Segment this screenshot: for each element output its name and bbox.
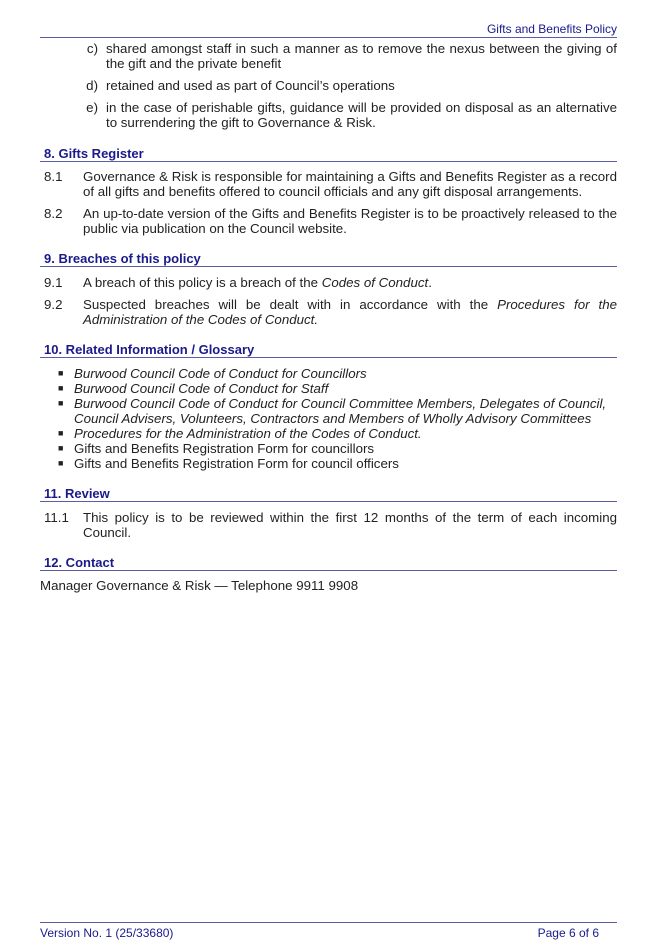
clause: 11.1 This policy is to be reviewed within the first 12 months of the term of each incoming Council. bbox=[44, 510, 617, 540]
bullet-icon: ■ bbox=[58, 383, 64, 393]
section-11-body bbox=[40, 510, 617, 540]
section-8-body bbox=[40, 169, 617, 236]
clause: 9.2 Suspected breaches will be dealt with in accordance with the Procedures for the Administration of the Codes of Conduct. bbox=[44, 297, 617, 327]
section-heading-10: 10. Related Information / Glossary bbox=[40, 342, 617, 358]
list-item: ■ Burwood Council Code of Conduct for Council Committee Members, Delegates of Council, Council Advisers, Volunteers, Contractors and Members of Wholly Advisory Committees bbox=[40, 396, 617, 426]
list-item: d) retained and used as part of Council’s operations bbox=[86, 78, 395, 93]
page-header bbox=[40, 22, 617, 38]
bullet-icon: ■ bbox=[58, 368, 64, 378]
list-item: ■ Procedures for the Administration of the Codes of Conduct. bbox=[40, 426, 617, 441]
section-9-body bbox=[40, 275, 617, 327]
page-footer bbox=[40, 922, 617, 940]
list-item: c) shared amongst staff in such a manner as to remove the nexus between the giving of the gift and the private benefit bbox=[86, 41, 617, 71]
section-heading-12: 12. Contact bbox=[40, 555, 617, 571]
list-item: ■ Gifts and Benefits Registration Form for councillors bbox=[40, 441, 617, 456]
section-heading-11: 11. Review bbox=[40, 486, 617, 502]
clause: 8.2 An up-to-date version of the Gifts and Benefits Register is to be proactively released to the public via publication on the Council website. bbox=[44, 206, 617, 236]
document-title: Gifts and Benefits Policy bbox=[486, 22, 617, 36]
contact-text: Manager Governance & Risk — Telephone 9911 9908 bbox=[40, 578, 359, 593]
bullet-icon: ■ bbox=[58, 398, 64, 408]
continued-list bbox=[40, 41, 617, 130]
list-item: ■ Burwood Council Code of Conduct for Staff bbox=[40, 381, 617, 396]
clause: 9.1 A breach of this policy is a breach of the Codes of Conduct. bbox=[44, 275, 432, 290]
list-item: ■ Gifts and Benefits Registration Form for council officers bbox=[40, 456, 617, 471]
bullet-icon: ■ bbox=[58, 428, 64, 438]
section-heading-8: 8. Gifts Register bbox=[40, 146, 617, 162]
bullet-icon: ■ bbox=[58, 443, 64, 453]
list-item: ■ Burwood Council Code of Conduct for Councillors bbox=[40, 366, 617, 381]
list-item: e) in the case of perishable gifts, guidance will be provided on disposal as an alternative to surrendering the gift to Governance & Risk. bbox=[86, 100, 617, 130]
section-heading-9: 9. Breaches of this policy bbox=[40, 251, 617, 267]
bullet-icon: ■ bbox=[58, 458, 64, 468]
glossary-list bbox=[40, 366, 617, 471]
version-number: Version No. 1 (25/33680) bbox=[40, 926, 174, 940]
clause: 8.1 Governance & Risk is responsible for maintaining a Gifts and Benefits Register as a record of all gifts and benefits offered to council officials and any gift disposal arrangements. bbox=[44, 169, 617, 199]
page-number: Page 6 of 6 bbox=[537, 926, 599, 940]
